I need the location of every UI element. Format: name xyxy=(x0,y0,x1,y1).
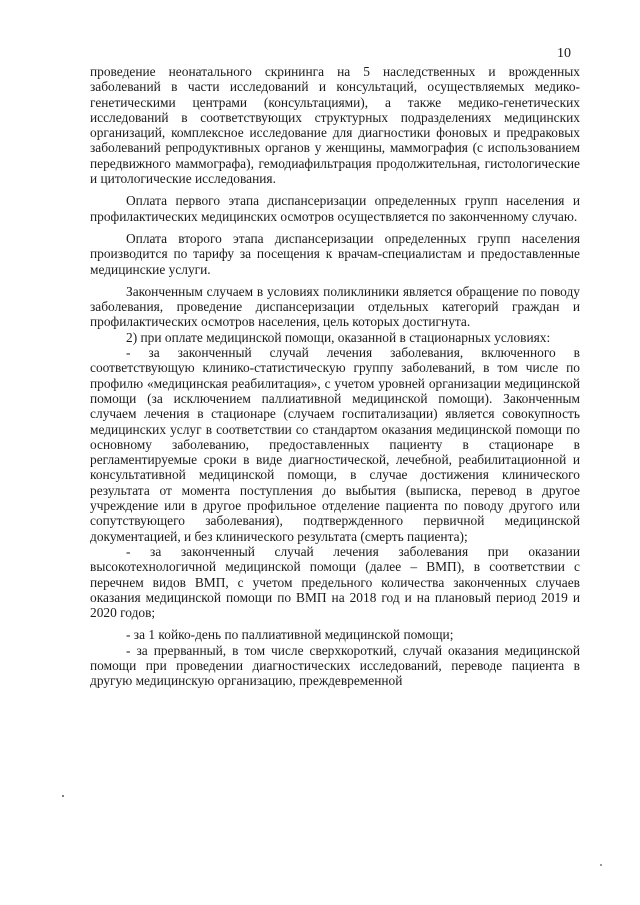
document-body xyxy=(90,64,580,689)
paragraph: Оплата первого этапа диспансеризации определенных групп населения и профилактических медицинских осмотров осуществляется по законченному случаю. xyxy=(90,193,580,224)
paragraph: Законченным случаем в условиях поликлиники является обращение по поводу заболевания, проведение диспансеризации отдельных категорий граждан и профилактических осмотров населения, цель которых достигнута. xyxy=(90,283,580,330)
scan-speck xyxy=(62,795,64,797)
paragraph: 2) при оплате медицинской помощи, оказанной в стационарных условиях: xyxy=(126,329,551,345)
list-item: - за законченный случай лечения заболевания при оказании высокотехнологичной медицинской помощи (далее – ВМП), в соответствии с перечнем видов ВМП, с учетом предельного количества законченных случаев оказания медицинской помощи по ВМП на 2018 год и на плановый период 2019 и 2020 годов; xyxy=(90,543,580,621)
list-item: - за законченный случай лечения заболевания, включенного в соответствующую клинико-статистическую группу заболеваний, в том числе по профилю «медицинская реабилитация», с учетом уровней организации медицинской помощи (за исключением паллиативной медицинской помощи). Законченным случаем лечения в стационаре (случаем госпитализации) является совокупность медицинских услуг в соответствии со стандартом оказания медицинской помощи по основному заболеванию, предоставленных пациенту в стационаре в регламентируемые сроки в виде диагностической, лечебной, реабилитационной и консультативной медицинской помощи, в случае достижения клинического результата от момента поступления до выбытия (выписка, перевод в другое учреждение или в другое профильное отделение пациента по поводу другого или сопутствующего заболевания), подтвержденного первичной медицинской документацией, и без клинического результата (смерть пациента); xyxy=(90,345,580,544)
paragraph: проведение неонатального скрининга на 5 наследственных и врожденных заболеваний в части исследований и консультаций, осуществляемых медико-генетическими центрами (консультациями), а также медико-генетических исследований в соответствующих структурных подразделениях медицинских организаций, комплексное исследование для диагностики фоновых и предраковых заболеваний репродуктивных органов у женщины, маммография (с использованием передвижного маммографа), гемодиафильтрация продолжительная, гистологические и цитологические исследования. xyxy=(90,64,580,187)
scan-speck xyxy=(600,864,602,866)
paragraph: Оплата второго этапа диспансеризации определенных групп населения производится по тарифу за посещения к врачам-специалистам и предоставленные медицинские услуги. xyxy=(90,230,580,277)
page-number: 10 xyxy=(557,46,571,61)
list-item: - за 1 койко-день по паллиативной медицинской помощи; xyxy=(126,627,454,643)
list-item: - за прерванный, в том числе сверхкороткий, случай оказания медицинской помощи при проведении диагностических исследований, переводе пациента в другую медицинскую организацию, преждевременной xyxy=(90,642,580,689)
